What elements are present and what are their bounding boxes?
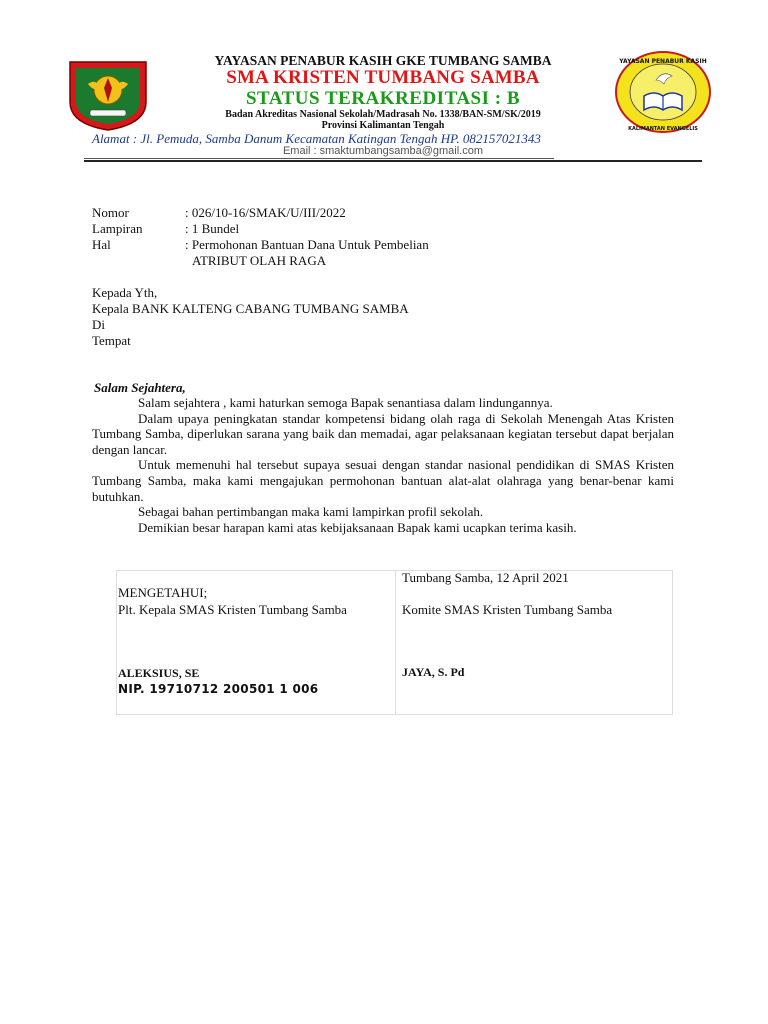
meta-hal-value: : Permohonan Bantuan Dana Untuk Pembelian [185,237,429,252]
school-name: SMA KRISTEN TUMBANG SAMBA [226,67,540,88]
signature-table-divider [395,570,396,715]
greeting: Salam Sejahtera, [94,380,186,395]
letter-body [92,395,674,535]
body-paragraph-4: Sebagai bahan pertimbangan maka kami lampirkan profil sekolah. [138,504,484,520]
foundation-seal-icon [614,50,712,134]
foundation-name: YAYASAN PENABUR KASIH GKE TUMBANG SAMBA [214,53,552,68]
sig-left-name: ALEKSIUS, SE [118,666,200,680]
header-divider-thick [84,160,702,162]
sig-right-title: Komite SMAS Kristen Tumbang Samba [402,602,613,617]
recipient-line-3: Di [92,317,105,332]
svg-text:YAYASAN PENABUR KASIH: YAYASAN PENABUR KASIH [619,58,707,65]
svg-text:KALIMANTAN EVANGELIS: KALIMANTAN EVANGELIS [628,126,698,132]
body-paragraph-5: Demikian besar harapan kami atas kebijaksanaan Bapak kami ucapkan terima kasih. [138,519,577,535]
regency-crest-icon [66,58,150,132]
accreditation-decree: Badan Akreditas Nasional Sekolah/Madrasah No. 1338/BAN-SM/SK/2019 [225,109,541,120]
school-email: Email : smaktumbangsamba@gmail.com [282,145,484,157]
recipient-line-2: Kepala BANK KALTENG CABANG TUMBANG SAMBA [92,301,409,316]
province-name: Provinsi Kalimantan Tengah [321,120,445,131]
meta-hal-value-cont: ATRIBUT OLAH RAGA [192,253,327,268]
sig-left-nip: NIP. 19710712 200501 1 006 [118,682,319,696]
meta-nomor-label: Nomor [92,205,129,220]
meta-hal-label: Hal [92,237,111,252]
meta-lampiran-value: : 1 Bundel [185,221,240,236]
school-address: Alamat : Jl. Pemuda, Samba Danum Kecamatan Katingan Tengah HP. 082157021343 [92,131,541,146]
sig-right-name: JAYA, S. Pd [402,665,465,679]
body-paragraph-3: Untuk memenuhi hal tersebut supaya sesuai dengan standar nasional pendidikan di SMAS Kristen Tumbang Samba, maka kami mengajukan permohonan bantuan alat-alat olahraga yang benar-benar kami butuhkan. [92,457,674,504]
sig-left-title: Plt. Kepala SMAS Kristen Tumbang Samba [118,602,347,617]
header-divider-thin [84,158,554,159]
sig-right-place-date: Tumbang Samba, 12 April 2021 [402,570,569,585]
recipient-line-1: Kepada Yth, [92,285,158,300]
body-paragraph-2: Dalam upaya peningkatan standar kompetensi bidang olah raga di Sekolah Menengah Atas Kristen Tumbang Samba, diperlukan sarana yang baik dan memadai, agar pelaksanaan kegiatan tersebut dapat berjalan dengan lancar. [92,410,674,457]
meta-lampiran-label: Lampiran [92,221,143,236]
meta-nomor-value: : 026/10-16/SMAK/U/III/2022 [185,205,346,220]
recipient-line-4: Tempat [92,333,131,348]
accreditation-status: STATUS TERAKREDITASI : B [245,88,521,109]
body-paragraph-1: Salam sejahtera , kami haturkan semoga Bapak senantiasa dalam lindungannya. [138,395,553,410]
sig-left-heading: MENGETAHUI; [118,585,208,600]
